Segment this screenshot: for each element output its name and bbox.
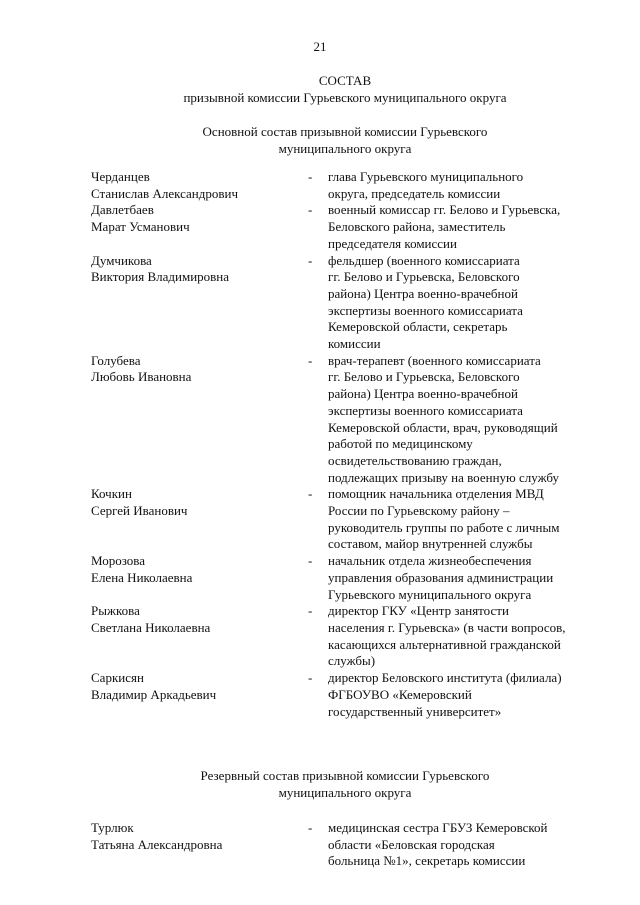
member-role-line: комиссии bbox=[328, 336, 381, 352]
member-given-names: Елена Николаевна bbox=[91, 569, 193, 585]
member-role-line: Кемеровской области, врач, руководящий bbox=[328, 419, 558, 435]
member-role-line: района) Центра военно-врачебной bbox=[328, 285, 518, 301]
member-surname: Турлюк bbox=[91, 820, 134, 835]
member-name bbox=[91, 553, 308, 603]
member-entry bbox=[91, 670, 611, 720]
member-role-line: области «Беловская городская bbox=[328, 836, 495, 852]
member-role-line: председателя комиссии bbox=[328, 235, 457, 251]
member-role bbox=[328, 553, 608, 603]
member-role-line: гг. Белово и Гурьевска, Беловского bbox=[328, 369, 520, 385]
member-role-line: района) Центра военно-врачебной bbox=[328, 386, 518, 402]
member-role-line: Кемеровской области, секретарь bbox=[328, 319, 508, 335]
member-entry bbox=[91, 820, 611, 870]
member-given-names: Татьяна Александровна bbox=[91, 836, 223, 852]
member-dash: - bbox=[308, 820, 313, 835]
main-composition-heading-line-2: муниципального округа bbox=[278, 141, 412, 156]
member-entry bbox=[91, 603, 611, 670]
member-role-line: России по Гурьевскому району – bbox=[328, 503, 510, 519]
member-entry bbox=[91, 169, 611, 202]
member-surname: Морозова bbox=[91, 553, 146, 569]
member-role-line: помощник начальника отделения МВД bbox=[328, 486, 544, 502]
page-number: 21 bbox=[313, 39, 327, 54]
member-role bbox=[328, 253, 608, 353]
member-name bbox=[91, 253, 308, 353]
reserve-composition-heading-line-1: Резервный состав призывной комиссии Гурьевского bbox=[200, 768, 490, 783]
member-entry bbox=[91, 253, 611, 353]
member-name bbox=[91, 486, 308, 553]
member-role-line: ФГБОУВО «Кемеровский bbox=[328, 686, 472, 702]
member-name bbox=[91, 603, 308, 670]
member-role-line: населения г. Гурьевска» (в части вопросов, bbox=[328, 619, 566, 635]
member-role bbox=[328, 820, 608, 870]
member-role-line: управления образования администрации bbox=[328, 569, 554, 585]
member-role bbox=[328, 670, 608, 720]
member-role-line: начальник отдела жизнеобеспечения bbox=[328, 553, 532, 569]
member-surname: Кочкин bbox=[91, 486, 132, 502]
member-role-line: руководитель группы по работе с личным bbox=[328, 519, 560, 535]
member-surname: Рыжкова bbox=[91, 603, 140, 619]
member-role-line: государственный университет» bbox=[328, 703, 502, 719]
member-role-line: работой по медицинскому bbox=[328, 436, 473, 452]
member-role-line: Беловского района, заместитель bbox=[328, 219, 506, 235]
member-role-line: округа, председатель комиссии bbox=[328, 185, 501, 201]
member-given-names: Любовь Ивановна bbox=[91, 369, 192, 385]
member-role-line: гг. Белово и Гурьевска, Беловского bbox=[328, 269, 520, 285]
document-title: СОСТАВ bbox=[318, 73, 372, 88]
member-role-line: директор Беловского института (филиала) bbox=[328, 670, 562, 686]
member-role bbox=[328, 486, 608, 553]
member-role bbox=[328, 603, 608, 670]
member-dash: - bbox=[308, 169, 313, 184]
member-role-line: фельдшер (военного комиссариата bbox=[328, 252, 520, 268]
member-dash: - bbox=[308, 202, 313, 218]
member-role-line: врач-терапевт (военного комиссариата bbox=[328, 352, 541, 368]
member-role-line: военный комиссар гг. Белово и Гурьевска, bbox=[328, 202, 561, 218]
member-role-line: медицинская сестра ГБУЗ Кемеровской bbox=[328, 820, 548, 835]
member-name bbox=[91, 820, 308, 870]
reserve-composition-heading-line-2: муниципального округа bbox=[278, 785, 412, 800]
member-entry bbox=[91, 486, 611, 553]
member-role-line: Гурьевского муниципального округа bbox=[328, 586, 532, 602]
member-surname: Голубева bbox=[91, 352, 141, 368]
member-role-line: подлежащих призыву на военную службу bbox=[328, 469, 559, 485]
member-dash: - bbox=[308, 252, 313, 268]
member-role bbox=[328, 202, 608, 252]
member-dash: - bbox=[308, 352, 313, 368]
member-name bbox=[91, 353, 308, 487]
member-dash: - bbox=[308, 670, 313, 686]
member-surname: Думчикова bbox=[91, 252, 152, 268]
main-composition-heading-line-1: Основной состав призывной комиссии Гурьевского bbox=[202, 124, 488, 139]
member-given-names: Светлана Николаевна bbox=[91, 619, 211, 635]
member-given-names: Виктория Владимировна bbox=[91, 269, 230, 285]
member-name bbox=[91, 670, 308, 720]
member-role-line: экспертизы военного комиссариата bbox=[328, 302, 523, 318]
member-role bbox=[328, 169, 608, 202]
member-role-line: директор ГКУ «Центр занятости bbox=[328, 603, 509, 619]
member-name bbox=[91, 202, 308, 252]
member-role-line: составом, майор внутренней службы bbox=[328, 536, 533, 552]
member-given-names: Владимир Аркадьевич bbox=[91, 686, 217, 702]
member-surname: Черданцев bbox=[91, 169, 150, 184]
member-role-line: экспертизы военного комиссариата bbox=[328, 402, 523, 418]
member-surname: Давлетбаев bbox=[91, 202, 154, 218]
member-role-line: касающихся альтернативной гражданской bbox=[328, 636, 561, 652]
member-given-names: Станислав Александрович bbox=[91, 185, 238, 201]
member-role-line: больница №1», секретарь комиссии bbox=[328, 853, 526, 869]
member-role-line: службы) bbox=[328, 653, 376, 669]
member-given-names: Сергей Иванович bbox=[91, 503, 188, 519]
member-dash: - bbox=[308, 603, 313, 619]
main-members-list bbox=[91, 169, 611, 720]
member-entry bbox=[91, 202, 611, 252]
reserve-members-list bbox=[91, 820, 611, 870]
member-surname: Саркисян bbox=[91, 670, 144, 686]
member-dash: - bbox=[308, 486, 313, 502]
member-entry bbox=[91, 553, 611, 603]
member-role-line: глава Гурьевского муниципального bbox=[328, 169, 524, 184]
member-role bbox=[328, 353, 608, 487]
document-subtitle: призывной комиссии Гурьевского муниципального округа bbox=[183, 90, 507, 105]
member-role-line: освидетельствованию граждан, bbox=[328, 452, 502, 468]
member-given-names: Марат Усманович bbox=[91, 219, 190, 235]
member-dash: - bbox=[308, 553, 313, 569]
member-entry bbox=[91, 353, 611, 487]
member-name bbox=[91, 169, 308, 202]
